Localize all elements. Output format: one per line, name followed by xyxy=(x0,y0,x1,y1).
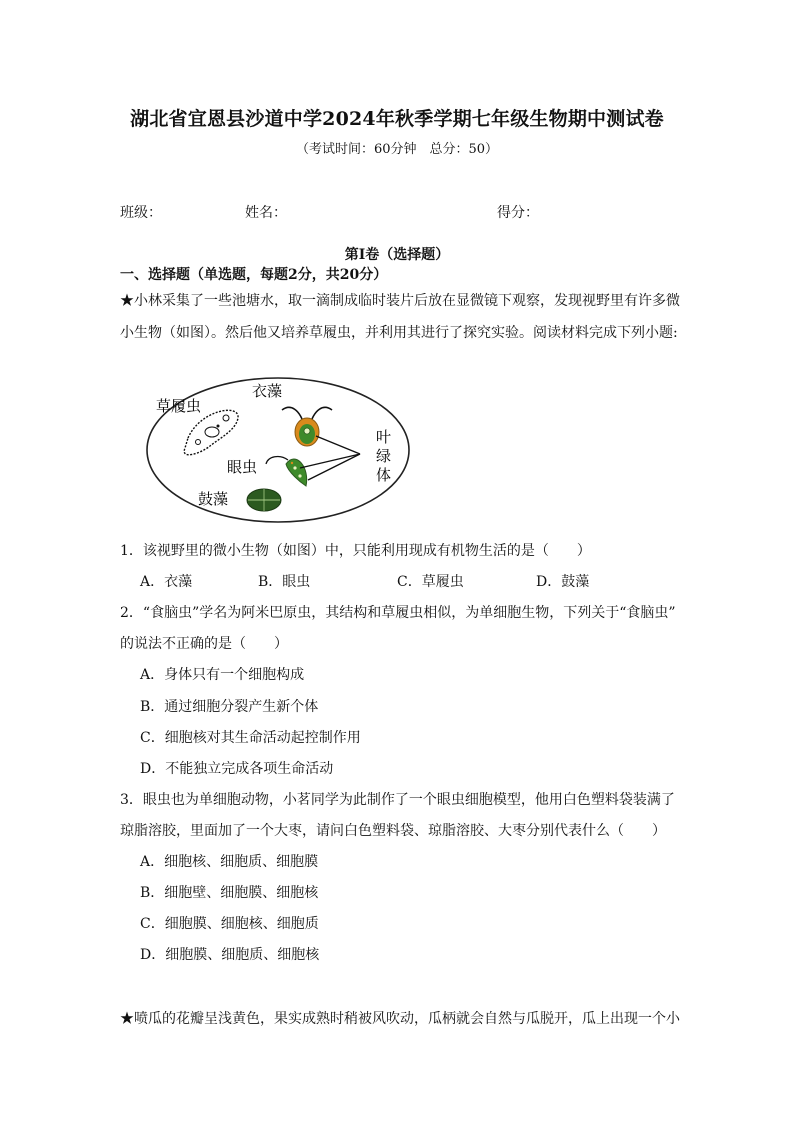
exam-title: 湖北省宜恩县沙道中学2024年秋季学期七年级生物期中测试卷 xyxy=(130,108,664,130)
q3-option-d: D．细胞膜、细胞质、细胞核 xyxy=(140,947,320,963)
q2-option-c: C．细胞核对其生命活动起控制作用 xyxy=(140,730,361,746)
class-label: 班级： xyxy=(120,205,162,221)
label-paramecium: 草履虫 xyxy=(156,397,202,415)
q1-option-a: A．衣藻 xyxy=(140,574,193,590)
paramecium-drawing xyxy=(184,410,238,454)
question-2-line-2: 的说法不正确的是（ ） xyxy=(120,636,288,652)
diatom-drawing xyxy=(247,489,281,511)
q2-option-d: D．不能独立完成各项生命活动 xyxy=(140,761,334,777)
label-chloroplast-1: 叶 xyxy=(376,428,392,446)
material-2-line-1: ★喷瓜的花瓣呈浅黄色，果实成熟时稍被风吹动，瓜柄就会自然与瓜脱开，瓜上出现一个小 xyxy=(120,1011,680,1027)
label-euglena: 眼虫 xyxy=(227,458,258,476)
label-diatom: 鼓藻 xyxy=(198,490,229,508)
q1-option-d: D．鼓藻 xyxy=(536,574,590,590)
q3-option-c: C．细胞膜、细胞核、细胞质 xyxy=(140,916,319,932)
q3-option-b: B．细胞壁、细胞膜、细胞核 xyxy=(140,885,319,901)
q3-option-a: A．细胞核、细胞质、细胞膜 xyxy=(140,854,319,870)
microorganism-figure xyxy=(140,368,430,528)
label-chlamydomonas: 衣藻 xyxy=(252,382,283,400)
score-label: 得分： xyxy=(497,205,539,221)
question-1: 1．该视野里的微小生物（如图）中，只能利用现成有机物生活的是（ ） xyxy=(120,543,591,559)
q1-option-c: C．草履虫 xyxy=(397,574,464,590)
q2-option-b: B．通过细胞分裂产生新个体 xyxy=(140,699,319,715)
question-2-line-1: 2．“食脑虫”学名为阿米巴原虫，其结构和草履虫相似，为单细胞生物，下列关于“食脑虫” xyxy=(120,605,676,621)
question-3-line-1: 3．眼虫也为单细胞动物，小茗同学为此制作了一个眼虫细胞模型，他用白色塑料袋装满了 xyxy=(120,792,675,808)
label-chloroplast-3: 体 xyxy=(376,466,392,484)
q2-option-a: A．身体只有一个细胞构成 xyxy=(140,667,305,683)
euglena-drawing xyxy=(266,457,307,486)
section-title: 第Ⅰ卷（选择题） xyxy=(344,247,450,263)
section-heading: 一、选择题（单选题，每题2分，共20分） xyxy=(120,267,388,283)
name-label: 姓名： xyxy=(245,205,287,221)
exam-subtitle: （考试时间：60分钟 总分：50） xyxy=(295,142,499,157)
q1-option-b: B．眼虫 xyxy=(258,574,311,590)
material-1-line-1: ★小林采集了一些池塘水，取一滴制成临时装片后放在显微镜下观察，发现视野里有许多微 xyxy=(120,293,680,309)
question-3-line-2: 琼脂溶胶，里面加了一个大枣，请问白色塑料袋、琼脂溶胶、大枣分别代表什么（ ） xyxy=(120,823,666,839)
label-chloroplast-2: 绿 xyxy=(376,447,392,465)
material-1-line-2: 小生物（如图）。然后他又培养草履虫，并利用其进行了探究实验。阅读材料完成下列小题: xyxy=(120,325,678,341)
